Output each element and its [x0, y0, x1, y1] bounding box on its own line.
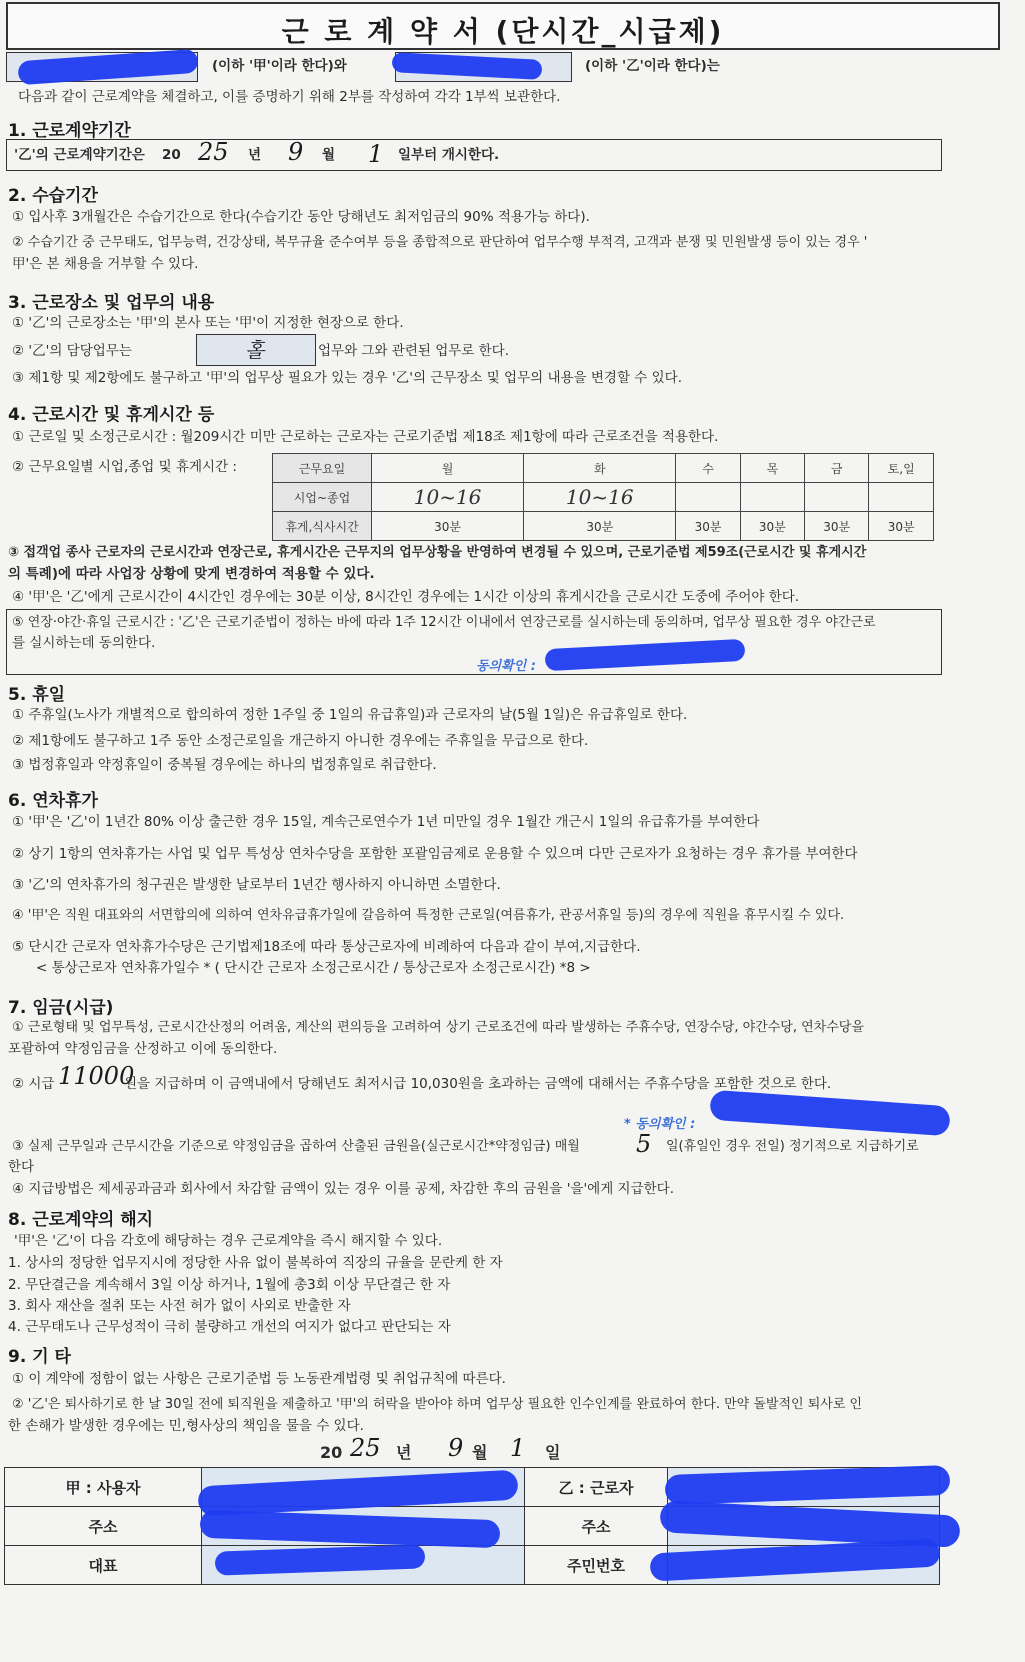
s9-p2a: ② '乙'은 퇴사하기로 한 날 30일 전에 퇴직원을 제출하고 '甲'의 허락을 받아야 하며 업무상 필요한 인수인계를 완료하여 한다. 만약 돌발적인 퇴사로 인 — [12, 1397, 863, 1412]
s2-p2b: 甲'은 본 채용을 거부할 수 있다. — [12, 256, 199, 272]
period-month-handwritten: 9 — [288, 138, 304, 166]
hours-wed[interactable] — [676, 483, 740, 512]
date-year-label: 년 — [396, 1443, 412, 1462]
hours-tue[interactable]: 10~16 — [524, 483, 676, 512]
section-5-heading: 5. 휴일 — [8, 685, 66, 705]
break-weekend: 30분 — [869, 512, 934, 541]
s7-p1a: ① 근로형태 및 업무특성, 근로시간산정의 어려움, 계산의 편의등을 고려하여 상기 근로조건에 따라 발생하는 주휴수당, 연장수당, 야간수당, 연차수당을 — [12, 1020, 864, 1035]
list-item: 2. 무단결근을 계속해서 3일 이상 하거나, 1월에 총3회 이상 무단결근 한 자 — [8, 1277, 451, 1293]
hours-mon[interactable]: 10~16 — [372, 483, 524, 512]
date-month-label: 월 — [472, 1443, 488, 1462]
s5-p2: ② 제1항에도 불구하고 1주 동안 소정근로일을 개근하지 아니한 경우에는 주휴일을 무급으로 한다. — [12, 733, 589, 749]
s4-p3a: ③ 접객업 종사 근로자의 근로시간과 연장근로, 휴게시간은 근무지의 업무상황을 반영하여 변경될 수 있으며, 근로기준법 제59조(근로시간 및 휴게시간 — [8, 545, 867, 560]
employee-label: 乙 : 근로자 — [525, 1468, 668, 1507]
s7-p3-suffix: 일(휴일인 경우 전일) 정기적으로 지급하기로 — [666, 1139, 919, 1154]
section-8-heading: 8. 근로계약의 해지 — [8, 1210, 154, 1230]
s5-p1: ① 주휴일(노사가 개별적으로 합의하여 정한 1주일 중 1일의 유급휴일)과 근로자의 날(5월 1일)은 유급휴일로 한다. — [12, 707, 688, 723]
s4-p5a: ⑤ 연장·야간·휴일 근로시간 : '乙'은 근로기준법이 정하는 바에 따라 1주 12시간 이내에서 연장근로를 실시하는데 동의하며, 업무상 필요한 경우 야간근로 — [12, 615, 876, 630]
s7-p2-suffix: 원을 지급하며 이 금액내에서 당해년도 최저시급 10,030원을 초과하는 금액에 대해서는 주휴수당을 포함한 것으로 한다. — [124, 1076, 832, 1092]
row-label-hours: 시업~종업 — [273, 483, 372, 512]
redaction-mark — [709, 1090, 951, 1137]
period-prefix: '乙'의 근로계약기간은 — [14, 147, 145, 163]
day-mon: 월 — [372, 454, 524, 483]
resident-number-label: 주민번호 — [525, 1546, 668, 1585]
s9-p2b: 한 손해가 발생한 경우에는 민,형사상의 책임을 물을 수 있다. — [8, 1418, 364, 1434]
period-month-label: 월 — [322, 147, 336, 163]
break-wed: 30분 — [676, 512, 740, 541]
s6-p1: ① '甲'은 '乙'이 1년간 80% 이상 출근한 경우 15일, 계속근로연수가 1년 미만일 경우 1월간 개근시 1일의 유급휴가를 부여한다 — [12, 814, 760, 830]
s4-p1: ① 근로일 및 소정근로시간 : 월209시간 미만 근로하는 근로자는 근로기준법 제18조 제1항에 따라 근로조건을 적용한다. — [12, 429, 719, 445]
work-schedule-table — [272, 453, 934, 541]
s6-p4: ④ '甲'은 직원 대표와의 서면합의에 의하여 연차유급휴가일에 갈음하여 특정한 근로일(여름휴가, 관공서휴일 등)의 경우에 직원을 휴무시킬 수 있다. — [12, 908, 845, 923]
employer-label: 甲 : 사용자 — [5, 1468, 202, 1507]
hours-weekend[interactable] — [869, 483, 934, 512]
s7-p4: ④ 지급방법은 제세공과금과 회사에서 차감할 금액이 있는 경우 이를 공제, 차감한 후의 금원을 '을'에게 지급한다. — [12, 1181, 674, 1197]
list-item: 4. 근무태도나 근무성적이 극히 불량하고 개선의 여지가 없다고 판단되는 자 — [8, 1319, 451, 1335]
date-yy-prefix: 20 — [320, 1443, 343, 1462]
s3-p3: ③ 제1항 및 제2항에도 불구하고 '甲'의 업무상 필요가 있는 경우 '乙'의 근무장소 및 업무의 내용을 변경할 수 있다. — [12, 370, 683, 386]
s5-p3: ③ 법정휴일과 약정휴일이 중복될 경우에는 하나의 법정휴일로 취급한다. — [12, 757, 437, 773]
section-6-heading: 6. 연차휴가 — [8, 791, 98, 811]
s7-p3-prefix: ③ 실제 근무일과 근무시간을 기준으로 약정임금을 곱하여 산출된 금원을(실근로시간*약정임금) 매월 — [12, 1139, 580, 1154]
intro-line: 다음과 같이 근로계약을 체결하고, 이를 증명하기 위해 2부를 작성하여 각각 1부씩 보관한다. — [18, 89, 561, 105]
hours-thu[interactable] — [740, 483, 804, 512]
s2-p1: ① 입사후 3개월간은 수습기간으로 한다(수습기간 동안 당해년도 최저임금의 90% 적용가능 하다). — [12, 209, 590, 225]
s2-p2a: ② 수습기간 중 근무태도, 업무능력, 건강상태, 복무규율 준수여부 등을 종합적으로 판단하여 업무수행 부적격, 고객과 분쟁 및 민원발생 등이 있는 경우 ' — [12, 235, 868, 250]
section-1-heading: 1. 근로계약기간 — [8, 121, 131, 141]
wage-handwritten: 11000 — [58, 1062, 135, 1090]
overtime-consent-label: 동의확인 : — [476, 659, 536, 674]
break-thu: 30분 — [740, 512, 804, 541]
s6-p3: ③ '乙'의 연차휴가의 청구권은 발생한 날로부터 1년간 행사하지 아니하면 소멸한다. — [12, 877, 501, 893]
table-row — [273, 454, 934, 483]
s7-p3b: 한다 — [8, 1159, 35, 1175]
day-wed: 수 — [676, 454, 740, 483]
s4-p4: ④ '甲'은 '乙'에게 근로시간이 4시간인 경우에는 30분 이상, 8시간인 경우에는 1시간 이상의 휴게시간을 근로시간 도중에 주어야 한다. — [12, 589, 800, 605]
table-row — [273, 512, 934, 541]
section-3-heading: 3. 근로장소 및 업무의 내용 — [8, 293, 215, 313]
date-month-handwritten: 9 — [448, 1434, 464, 1462]
row-label-days: 근무요일 — [273, 454, 372, 483]
period-day-handwritten: 1 — [368, 140, 384, 168]
break-mon: 30분 — [372, 512, 524, 541]
period-yy-prefix: 20 — [162, 147, 181, 163]
s7-p2-prefix: ② 시급 — [12, 1076, 55, 1092]
representative-label: 대표 — [5, 1546, 202, 1585]
employer-address-label: 주소 — [5, 1507, 202, 1546]
party-a-suffix: (이하 '甲'이라 한다)와 — [212, 58, 347, 74]
document-title: 근 로 계 약 서 (단시간_시급제) — [281, 15, 725, 48]
period-year-handwritten: 25 — [198, 138, 229, 166]
day-weekend: 토,일 — [869, 454, 934, 483]
date-year-handwritten: 25 — [350, 1434, 381, 1462]
s9-p1: ① 이 계약에 정함이 없는 사항은 근로기준법 등 노동관계법령 및 취업규칙에 따른다. — [12, 1371, 506, 1387]
break-tue: 30분 — [524, 512, 676, 541]
employee-address-label: 주소 — [525, 1507, 668, 1546]
duty-handwritten: 홀 — [245, 338, 265, 362]
day-fri: 금 — [805, 454, 869, 483]
s3-p2-prefix: ② '乙'의 담당업무는 — [12, 343, 132, 359]
date-day-label: 일 — [545, 1443, 561, 1462]
hours-fri[interactable] — [805, 483, 869, 512]
period-suffix: 일부터 개시한다. — [398, 147, 500, 163]
party-b-suffix: (이하 '乙'이라 한다)는 — [585, 58, 720, 74]
list-item: 1. 상사의 정당한 업무지시에 정당한 사유 없이 불복하여 직장의 규율을 문란케 한 자 — [8, 1255, 503, 1271]
day-thu: 목 — [740, 454, 804, 483]
s4-p5b: 를 실시하는데 동의한다. — [12, 635, 156, 651]
list-item: 3. 회사 재산을 절취 또는 사전 허가 없이 사외로 반출한 자 — [8, 1298, 351, 1314]
s8-intro: '甲'은 '乙'이 다음 각호에 해당하는 경우 근로계약을 즉시 해지할 수 있다. — [14, 1233, 443, 1249]
s7-p1b: 포괄하여 약정임금을 산정하고 이에 동의한다. — [8, 1041, 278, 1057]
table-row — [273, 483, 934, 512]
s4-p3b: 의 특례)에 따라 사업장 상황에 맞게 변경하여 적용할 수 있다. — [8, 566, 375, 582]
s4-p2: ② 근무요일별 시업,종업 및 휴게시간 : — [12, 459, 237, 475]
period-year-label: 년 — [248, 147, 262, 163]
s6-formula: < 통상근로자 연차휴가일수 * ( 단시간 근로자 소정근로시간 / 통상근로자 소정근로시간) *8 > — [36, 960, 591, 976]
s6-p5: ⑤ 단시간 근로자 연차휴가수당은 근기법제18조에 따라 통상근로자에 비례하여 다음과 같이 부여,지급한다. — [12, 939, 641, 955]
s3-p1: ① '乙'의 근로장소는 '甲'의 본사 또는 '甲'이 지정한 현장으로 한다. — [12, 315, 404, 331]
break-fri: 30분 — [805, 512, 869, 541]
section-2-heading: 2. 수습기간 — [8, 186, 98, 206]
section-4-heading: 4. 근로시간 및 휴게시간 등 — [8, 405, 215, 425]
s6-p2: ② 상기 1항의 연차휴가는 사업 및 업무 특성상 연차수당을 포함한 포괄임금제로 운용할 수 있으며 다만 근로자가 요청하는 경우 휴가를 부여한다 — [12, 846, 858, 862]
wage-consent-label: * 동의확인 : — [624, 1117, 696, 1132]
s3-p2-suffix: 업무와 그와 관련된 업무로 한다. — [318, 343, 509, 359]
row-label-breaks: 휴게,식사시간 — [273, 512, 372, 541]
day-tue: 화 — [524, 454, 676, 483]
section-7-heading: 7. 임금(시급) — [8, 998, 114, 1018]
pay-day-handwritten: 5 — [636, 1130, 652, 1158]
section-9-heading: 9. 기 타 — [8, 1347, 71, 1367]
title-box — [6, 2, 1000, 50]
date-day-handwritten: 1 — [510, 1434, 526, 1462]
